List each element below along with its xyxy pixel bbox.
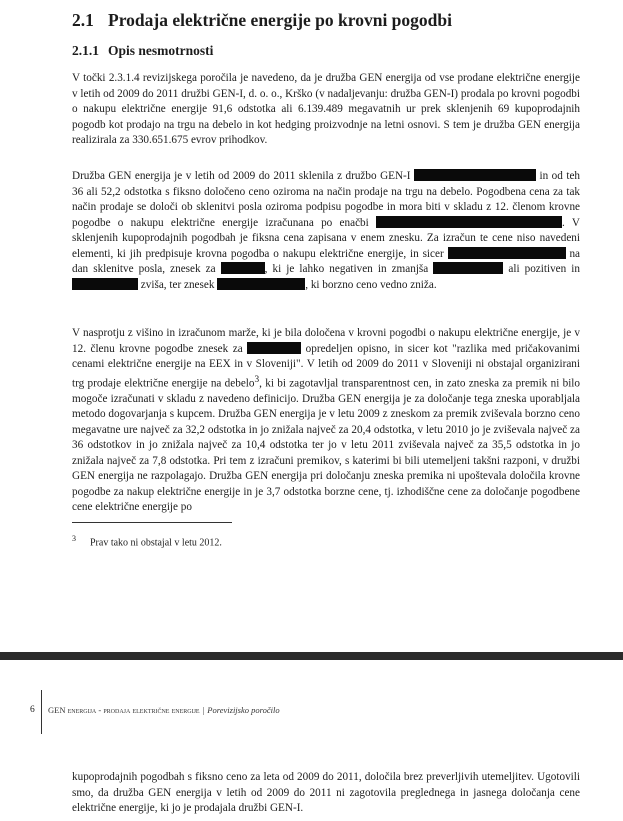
section-title: Prodaja električne energije po krovni pogodbi <box>108 10 452 30</box>
footnote-divider <box>72 522 232 523</box>
p2-text-8: , ki borzno ceno vedno zniža. <box>305 278 437 291</box>
footnote-text: Prav tako ni obstajal v letu 2012. <box>90 537 222 549</box>
page-separator <box>0 652 623 660</box>
p3-text-1: V nasprotju z višino in izračunom marže, ki je bila določena v krovni pogodbi o nakupu električne energije, je v 12. členu krovne pogodbe znesek za <box>72 327 580 355</box>
redaction-block <box>376 216 562 228</box>
p2-text-1: Družba GEN energija je v letih od 2009 do 2011 sklenila z družbo GEN-I <box>72 170 411 182</box>
footer-separator: | <box>202 705 205 715</box>
redaction-block <box>247 342 301 354</box>
footer-divider <box>41 690 42 734</box>
p3-text-2: opredeljen opisno, in sicer kot "razlika med pričakovanimi cenami električne energije na EEX in v Sloveniji". V letih od 2009 do 2011 v Sloveniji ni obstajal organizirani trg prodaje električne energije na debelo <box>72 342 580 390</box>
paragraph-2 <box>72 169 580 293</box>
redaction-block <box>221 262 265 274</box>
redaction-block <box>414 169 536 181</box>
p3-text-3: , ki bi zagotavljal transparentnost cen, in zato zneska za premik ni bilo mogoče izračunati v skladu z navedeno definicijo. Družba GEN energija je za določanje tega zneska uporabljala metodo dogovarjanja s kupcem. Družba GEN energija je v letu 2009 z zneskom za premik zviševala borzno ceno megavatne ure največ za 32,2 odstotka in jo znižala največ za 20,4 odstotka, v letu 2010 jo je zviševala največ za 36 odstotkov in jo znižala največ za 10,4 odstotka ter jo v letu 2011 zviševala največ za 35,5 odstotka in jo znižala največ za 7,8 odstotka. Pri tem z izračuni premikov, s katerimi bi bili utemeljeni takšni razponi, v družbi GEN energija ne razpolagajo. Družba GEN energija pri določanju zneska premika ni upoštevala določila krovne pogodbe za nakup električne energije in je 3,7 odstotka borzne cene, tj. izhodiščne cene za določanje pogodbene cene električne energije po <box>72 377 581 514</box>
redaction-block <box>72 278 138 290</box>
paragraph-1: V točki 2.3.1.4 revizijskega poročila je navedeno, da je družba GEN energija od vse prodane električne energije v letih od 2009 do 2011 družbi GEN-I, d. o. o., Krško (v nadaljevanju: družba GEN-I) prodala po krovni pogodbi o nakupu električne energije 91,6 odstotka ali 6.139.489 megavatnih ur prek sklenjenih 69 kupoprodajnih pogodb kot prodajo na trgu na debelo in kot hedging proizvodnje na letni osnovi. S tem je družba GEN energija realizirala za 330.651.675 evrov prihodkov. <box>72 72 580 146</box>
p2-text-4: na dan sklenitve posla, znesek za <box>72 247 581 275</box>
p2-text-5: , ki je lahko negativen in zmanjša <box>264 263 429 275</box>
p2-text-3: . V sklenjenih kupoprodajnih pogodbah je fiksna cena zapisana v enem znesku. Za izračun te cene niso navedeni elementi, ki jih predpisuje krovna pogodba o nakupu električne energije, in sicer <box>72 216 580 260</box>
footnote <box>72 534 222 548</box>
redaction-block <box>448 247 566 259</box>
footnote-mark: 3 <box>72 534 76 543</box>
footer-brand: GEN energija - prodaja električne energije <box>48 705 200 715</box>
running-footer <box>48 705 280 715</box>
paragraph-3 <box>72 326 580 516</box>
redaction-block <box>433 262 503 274</box>
p2-text-2: in od teh 36 ali 52,2 odstotka s fiksno določeno ceno oziroma na način prodaje na trgu na debelo. Pogodbena cena za tak način prodaje se določi ob sklenitvi posla oziroma podpisu pogodbe in mora biti v skladu z 12. členom krovne pogodbe o nakupu električne energije izračunana po enačbi <box>72 170 581 229</box>
page-number: 6 <box>30 705 35 715</box>
p2-text-7: zviša, ter znesek <box>140 278 215 291</box>
paragraph-4: kupoprodajnih pogodbah s fiksno ceno za leta od 2009 do 2011, določila brez preverljivih utemeljitev. Ugotovili smo, da družba GEN energija v letih od 2009 do 2011 ni zagotovila preglednega in jasnega določanja cene električne energije, ki jo je prodajala družbi GEN-I. <box>72 771 580 814</box>
subsection-title: Opis nesmotrnosti <box>108 43 214 58</box>
p2-text-6: ali pozitiven in <box>508 263 581 275</box>
section-number: 2.1 <box>72 10 94 30</box>
subsection-number: 2.1.1 <box>72 43 99 58</box>
footnote-reference: 3 <box>254 374 260 385</box>
section-heading <box>72 10 452 31</box>
footer-doc-type: Porevizijsko poročilo <box>207 705 280 715</box>
subsection-heading <box>72 43 213 59</box>
redaction-block <box>217 278 305 290</box>
